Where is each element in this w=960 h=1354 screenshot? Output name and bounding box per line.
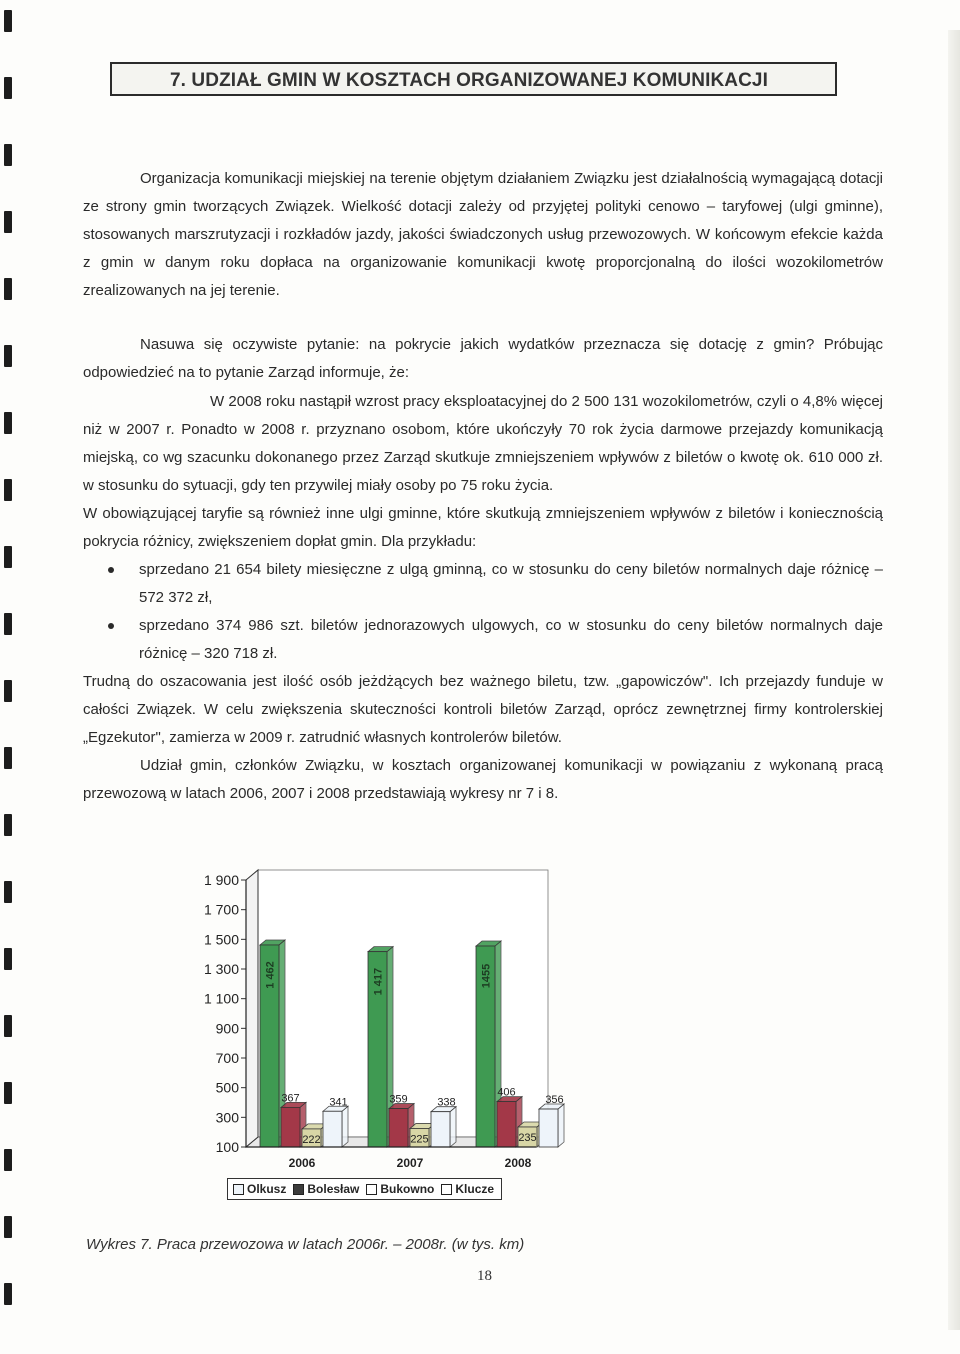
binder-holes xyxy=(0,0,18,1354)
binder-hole xyxy=(4,948,12,970)
bullet-item-1 xyxy=(83,556,883,612)
paragraph-2: Nasuwa się oczywiste pytanie: na pokrycie jakich wydatków przeznacza się dotację z gmin? Próbując odpowiedzieć na to pytanie Zarząd informuje, że: xyxy=(83,336,883,381)
legend-item-olkusz xyxy=(233,1182,286,1196)
binder-hole xyxy=(4,881,12,903)
binder-hole xyxy=(4,747,12,769)
legend-label-boleslaw: Bolesław xyxy=(307,1182,360,1196)
chart-y-tick-label: 700 xyxy=(215,1050,239,1066)
chart-y-tick-label: 1 300 xyxy=(203,961,239,977)
bar-klucze-2008 xyxy=(539,1109,558,1147)
legend-item-bukowno xyxy=(366,1182,434,1196)
binder-hole xyxy=(4,10,12,32)
chart-side-wall xyxy=(246,870,258,1147)
bar-chart xyxy=(178,858,568,1176)
bar-data-label: 356 xyxy=(545,1094,564,1107)
section-heading: 7. UDZIAŁ GMIN W KOSZTACH ORGANIZOWANEJ KOMUNIKACJI xyxy=(170,70,768,91)
legend-swatch-klucze xyxy=(441,1184,452,1195)
binder-hole xyxy=(4,211,12,233)
binder-hole xyxy=(4,1149,12,1171)
paragraph-4: W obowiązującej taryfie są również inne ulgi gminne, które skutkują zmniejszeniem wpływów z biletów i koniecznością pokrycia różnicy, zwiększeniem dopłat gmin. Dla przykładu: xyxy=(83,505,883,550)
bar-data-label: 1 417 xyxy=(372,967,385,996)
chart-legend xyxy=(227,1178,502,1200)
chart-caption: Wykres 7. Praca przewozowa w latach 2006r. – 2008r. (w tys. km) xyxy=(86,1236,525,1253)
binder-hole xyxy=(4,814,12,836)
bullet-dot-icon xyxy=(108,567,114,573)
chart-y-tick-label: 100 xyxy=(215,1139,239,1155)
legend-item-klucze xyxy=(441,1182,494,1196)
paragraph-6-block xyxy=(83,752,883,808)
chart-y-tick-label: 1 700 xyxy=(203,901,239,918)
bar-klucze-2006 xyxy=(323,1111,342,1147)
binder-hole xyxy=(4,1216,12,1238)
bar-data-label: 359 xyxy=(389,1093,408,1106)
page-number: 18 xyxy=(477,1268,492,1284)
binder-hole xyxy=(4,1082,12,1104)
paragraph-1: Organizacja komunikacji miejskiej na terenie objętym działaniem Związku jest działalnością wymagającą dotacji ze strony gmin tworzących Związek. Wielkość dotacji zależy od przyjętej polityki cenowo – taryfowej (ulgi gminne), stosowanych marszrutyzacji i rozkładów jazdy, jakości świadczonych usług przewozowych. W końcowym efekcie każda z gmin w danym roku dopłaca na organizowanie komunikacji kwotę proporcjonalną do ilości wozokilometrów zrealizowanych na jej terenie. xyxy=(83,170,883,299)
binder-hole xyxy=(4,144,12,166)
chart-x-tick-label: 2007 xyxy=(396,1156,424,1170)
binder-hole xyxy=(4,77,12,99)
paragraph-3: W 2008 roku nastąpił wzrost pracy eksploatacyjnej do 2 500 131 wozokilometrów, czyli o 4,8% więcej niż w 2007 r. Ponadto w 2008 r. przyznano osobom, które ukończyły 70 rok życia darmowe przejazdy komunikacją miejską, co wg szacunku dokonanego przez Zarząd skutkuje zmniejszeniem wpływów z biletów o kwotę ok. 610 000 zł. w stosunku do sytuacji, gdy ten przywilej miały osoby po 75 roku życia. xyxy=(83,393,883,494)
paragraph-4-block xyxy=(83,500,883,556)
bar-data-label: 367 xyxy=(281,1092,300,1105)
bar-data-label: 1455 xyxy=(480,963,493,989)
bar-side-klucze xyxy=(450,1107,456,1147)
bullet-dot-icon xyxy=(108,623,114,629)
paragraph-5-block xyxy=(83,668,883,752)
bar-bolesław-2008 xyxy=(497,1102,516,1147)
binder-hole xyxy=(4,1015,12,1037)
binder-hole xyxy=(4,546,12,568)
binder-hole xyxy=(4,278,12,300)
chart-y-tick-label: 500 xyxy=(215,1079,239,1096)
legend-item-boleslaw xyxy=(293,1182,359,1196)
paragraph-3-block xyxy=(83,388,883,500)
binder-hole xyxy=(4,412,12,434)
paragraph-5: Trudną do oszacowania jest ilość osób jeżdżących bez ważnego biletu, tzw. „gapowiczów". Ich przejazdy funduje w całości Związek. W celu zwiększenia skuteczności kontroli biletów Zarząd, oprócz zewnętrznej firmy kontrolerskiej „Egzekutor", zamierza w 2009 r. zatrudnić własnych kontrolerów biletów. xyxy=(83,673,883,746)
binder-hole xyxy=(4,479,12,501)
chart-x-tick-label: 2008 xyxy=(504,1156,532,1170)
chart-x-tick-label: 2006 xyxy=(288,1156,316,1170)
bar-data-label: 225 xyxy=(410,1133,429,1146)
bar-side-klucze xyxy=(558,1104,564,1147)
legend-label-bukowno: Bukowno xyxy=(380,1182,435,1196)
paragraph-2-block xyxy=(83,331,883,387)
bar-side-klucze xyxy=(342,1106,348,1147)
bar-data-label: 235 xyxy=(518,1131,537,1144)
bar-data-label: 1 462 xyxy=(264,961,277,989)
bar-klucze-2007 xyxy=(431,1112,450,1147)
bar-data-label: 406 xyxy=(497,1086,516,1099)
bullet-item-2-text: sprzedano 374 986 szt. biletów jednorazowych ulgowych, co w stosunku do ceny biletów normalnych daje różnicę – 320 718 zł. xyxy=(139,617,883,662)
legend-label-olkusz: Olkusz xyxy=(247,1182,287,1196)
bar-bolesław-2006 xyxy=(281,1107,300,1147)
chart-y-tick-label: 1 500 xyxy=(203,931,239,948)
bar-data-label: 341 xyxy=(329,1096,348,1109)
binder-hole xyxy=(4,345,12,367)
bar-data-label: 338 xyxy=(437,1096,456,1109)
chart-y-tick-label: 1 900 xyxy=(203,872,239,888)
legend-label-klucze: Klucze xyxy=(455,1182,495,1196)
chart-y-tick-label: 900 xyxy=(215,1020,239,1037)
bullet-item-2 xyxy=(83,612,883,668)
legend-swatch-boleslaw xyxy=(293,1184,304,1195)
bar-data-label: 222 xyxy=(302,1133,321,1146)
binder-hole xyxy=(4,680,12,702)
chart-y-tick-label: 300 xyxy=(215,1109,239,1126)
legend-swatch-bukowno xyxy=(366,1184,377,1195)
chart-y-tick-label: 1 100 xyxy=(203,990,239,1007)
legend-swatch-olkusz xyxy=(233,1184,244,1195)
bullet-list-block xyxy=(83,556,883,668)
bar-bolesław-2007 xyxy=(389,1109,408,1147)
paragraph-6: Udział gmin, członków Związku, w kosztach organizowanej komunikacji w powiązaniu z wykonaną pracą przewozową w latach 2006, 2007 i 2008 przedstawiają wykresy nr 7 i 8. xyxy=(83,757,883,802)
bullet-list xyxy=(83,556,883,668)
paragraph-1-block xyxy=(83,165,883,305)
bullet-item-1-text: sprzedano 21 654 bilety miesięczne z ulgą gminną, co w stosunku do ceny biletów normalnych daje różnicę – 572 372 zł, xyxy=(139,561,883,606)
page-edge-shadow xyxy=(948,30,960,1330)
binder-hole xyxy=(4,1283,12,1305)
section-heading-box xyxy=(110,62,837,96)
binder-hole xyxy=(4,613,12,635)
